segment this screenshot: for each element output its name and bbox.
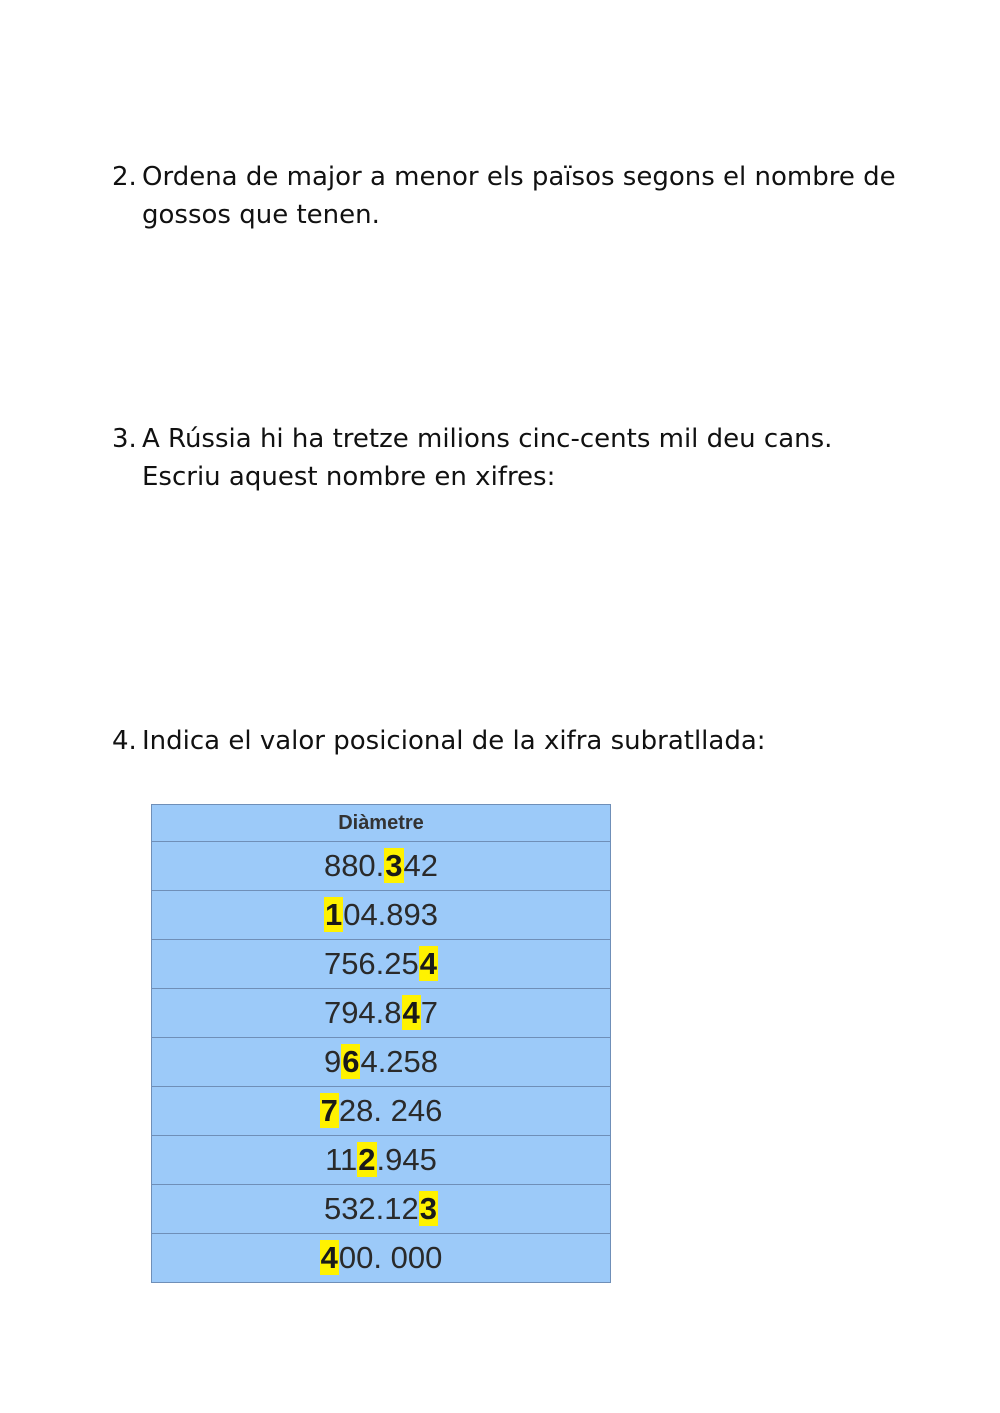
question-text: Ordena de major a menor els països segons el nombre de gossos que tenen.	[142, 162, 896, 230]
question-text: Indica el valor posicional de la xifra subratllada:	[142, 726, 766, 756]
highlighted-digit: 4	[402, 995, 420, 1030]
highlighted-digit: 7	[320, 1093, 338, 1128]
number-prefix: 756.25	[323, 946, 419, 981]
number-suffix: 42	[403, 848, 439, 883]
table-row	[152, 1038, 610, 1087]
question-4	[112, 722, 912, 760]
number-prefix: 532.12	[323, 1191, 419, 1226]
number-suffix: 4.258	[360, 1044, 439, 1079]
highlighted-digit: 3	[385, 848, 403, 883]
highlighted-digit: 6	[342, 1044, 360, 1079]
number-suffix: 7	[420, 995, 439, 1030]
number-suffix: .945	[376, 1142, 437, 1177]
highlighted-digit: 3	[419, 1191, 438, 1226]
table-row	[152, 842, 610, 891]
number-prefix: 11	[325, 1142, 358, 1177]
highlighted-digit: 4	[320, 1240, 338, 1275]
question-3	[112, 420, 912, 496]
diameter-table	[151, 804, 611, 1283]
number-suffix: 04.893	[343, 897, 439, 932]
table-row	[152, 940, 610, 989]
table-header: Diàmetre	[152, 805, 610, 842]
question-number: 4.	[112, 726, 137, 756]
number-prefix: 794.8	[323, 995, 402, 1030]
question-2	[112, 158, 912, 234]
table-row	[152, 1087, 610, 1136]
highlighted-digit: 1	[324, 897, 343, 932]
number-suffix: 28. 246	[338, 1093, 443, 1128]
question-number: 2.	[112, 162, 137, 192]
highlighted-digit: 4	[419, 946, 438, 981]
question-number: 3.	[112, 424, 137, 454]
highlighted-digit: 2	[358, 1142, 376, 1177]
table-row	[152, 891, 610, 940]
question-text: A Rússia hi ha tretze milions cinc-cents mil deu cans. Escriu aquest nombre en xifres:	[142, 424, 833, 492]
number-prefix: 9	[323, 1044, 342, 1079]
table-row	[152, 989, 610, 1038]
number-prefix: 880.	[323, 848, 385, 883]
table-row	[152, 1185, 610, 1234]
table-row	[152, 1234, 610, 1282]
table-row	[152, 1136, 610, 1185]
number-suffix: 00. 000	[338, 1240, 443, 1275]
